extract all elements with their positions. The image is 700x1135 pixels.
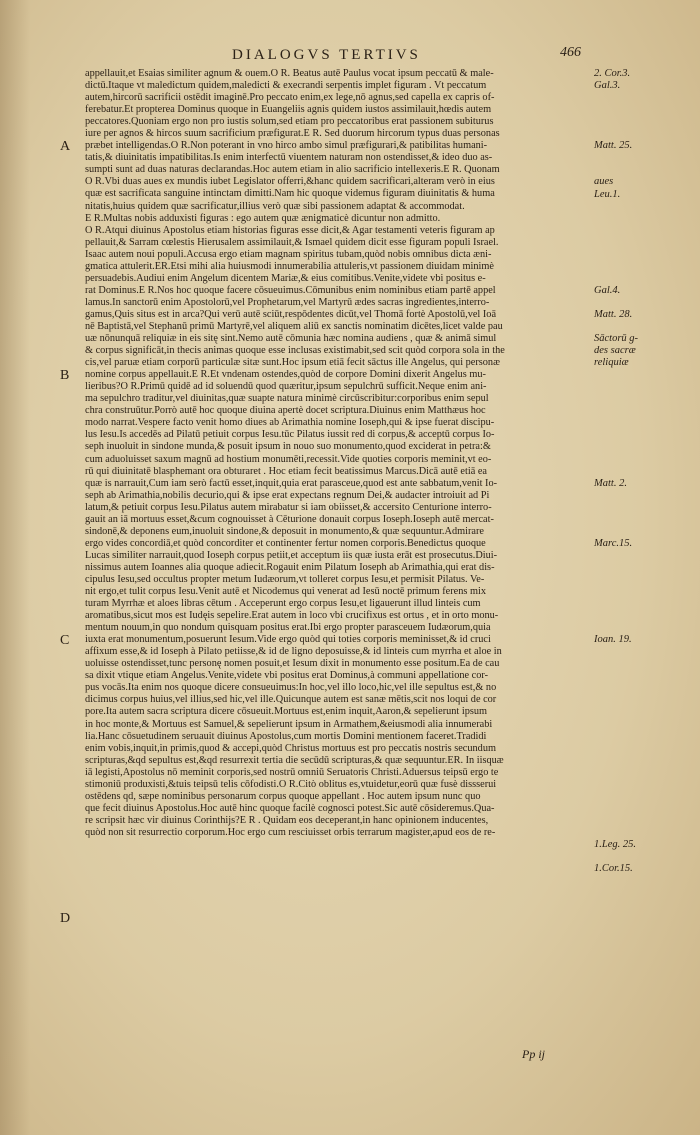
margin-note: Gal.4. bbox=[594, 284, 621, 296]
section-letter: B bbox=[60, 368, 70, 384]
text-line: persuadebis.Audiui enim Angelum dicentem Mariæ,& eius comitibus.Venite,videte vbi positus e- bbox=[85, 272, 486, 284]
text-line: in hoc monte,& Mortuus est Samuel,& sepelierunt ipsum in Armathem,&eiusmodi alia innumerabi bbox=[85, 718, 493, 730]
text-line: ostēdens qd, sæpe nominibus personarum corpus quoque appellant . Hoc autem ipsum nunc quo bbox=[85, 790, 481, 802]
text-line: nissimus autem Ioannes alia quoque adiecit.Rogauit enim Pilatum Ioseph ab Arimathia,qui erat dis- bbox=[85, 561, 495, 573]
text-line: iā legisti,Apostolus nō meminit corporis,sed nostrū omniū Seruatoris Christi.Aduersus teipsū ergo te bbox=[85, 766, 499, 778]
text-line: nit ergo,et tulit corpus Iesu.Venit autē et Nicodemus qui venerat ad Iesū noctē primum ferens mix bbox=[85, 586, 486, 598]
text-line: nomine corpus appellauit.E R.Et vndenam ostendes,quòd de corpore Domini dixerit Angelus mu- bbox=[85, 369, 486, 381]
margin-notes bbox=[594, 0, 694, 1135]
text-line: gmatica attulerit.ER.Etsi mihi alia huiusmodi innumerabilia attuleris,vt passionem diuidam minimè bbox=[85, 260, 494, 272]
margin-note: Marc.15. bbox=[594, 537, 633, 549]
page-number: 466 bbox=[560, 45, 581, 60]
text-line: rū qui diuinitatē blasphemant ora obturaret . Hoc etiam fecit beatissimus Marcus.Dicā autē etiā ea bbox=[85, 465, 488, 477]
text-line: E R.Multas nobis adduxisti figuras : ego autem quæ ænigmaticè dicuntur non admitto. bbox=[85, 212, 441, 224]
text-line: autem,hircorū sacrificii ostēdit imaginē.Pro peccato enim,ex lege,nō agnus,sed capella ex capris of- bbox=[85, 92, 495, 104]
text-line: ma sepulchro traditur,vel diuinitas,quæ suapte natura minimè circūscribitur:corporibus enim sepul bbox=[85, 393, 489, 405]
text-line: peccatores.Quoniam ergo non pro iustis solum,sed etiam pro peccatoribus erat passionem subiturus bbox=[85, 116, 494, 128]
text-line: dicimus corpus huius,vel illius,sed hic,vel ille.Quicunque autem est sanæ mētis,scit nos loqui de cor bbox=[85, 694, 497, 706]
text-line: & corpus significāt,in thecis animas quoque esse inclusas existimabit,sed scit quòd corpora sola in the bbox=[85, 345, 505, 357]
margin-note: Leu.1. bbox=[594, 188, 621, 200]
text-line: nē Baptistā,vel Stephanū primū Martyrē,vel aliquem aliū ex sanctis nominatim dicētes,licet valde pau bbox=[85, 320, 503, 332]
text-line: gauit an iā mortuus esset,&cum cognouisset à Cēturione donauit corpus Ioseph.Ioseph autē mercat- bbox=[85, 513, 494, 525]
text-line: cum aduoluisset saxum magnū ad hostium monumēti,recessit.Vide quoties corporis meminit,vt eo- bbox=[85, 453, 492, 465]
text-line: nitatis,huius quidem quæ sacrificatur,illius verò quæ sibi passionem adaptat & accommodat. bbox=[85, 200, 465, 212]
text-line: stimoniū produxisti,&tuis teipsū telis cōfodisti.O R.Citò oblitus es,vtuidetur,eorū quæ fusè dissserui bbox=[85, 778, 497, 790]
text-line: sindonē,& deponens eum,inuoluit sindone,& deposuit in monumento,& quæ sequuntur.Admirare bbox=[85, 525, 484, 537]
signature-mark: Pp ij bbox=[522, 1047, 545, 1061]
text-line: cis,vel paruæ etiam corporū particulæ sitæ sunt.Hoc ipsum etiā fecit sāctus ille Angelus, qui personæ bbox=[85, 357, 500, 369]
text-line: quòd non sit resurrectio corporum.Hoc ergo cum resciuisset orbis terrarum magister,apud eos de re- bbox=[85, 826, 496, 838]
margin-note: Sāctorū g- bbox=[594, 333, 639, 345]
text-line: gamus,Quis situs est in arca?Qui verū autē sciūt,respōdentes dicūt,vel Thomā fortè Apostolū,vel Ioā bbox=[85, 308, 497, 320]
margin-note: 1.Leg. 25. bbox=[594, 839, 636, 851]
gutter-shadow bbox=[0, 0, 30, 1135]
text-line: O R.Atqui diuinus Apostolus etiam historias figuras esse dicit,& Agar testamenti veteris figuram ap bbox=[85, 224, 495, 236]
text-line: cipulus Iesu,sed occultus propter metum Iudæorum,vt tolleret corpus Iesu,et permisit Pilatus. Ve- bbox=[85, 573, 485, 585]
margin-note: Matt. 25. bbox=[594, 140, 633, 152]
text-line: iuxta erat monumentum,posuerunt Iesum.Vide ergo quòd qui toties corporis meminisset,& id cruci bbox=[85, 634, 491, 646]
text-line: turam Myrrhæ et aloes libras cētum . Acceperunt ergo corpus Iesu,et ligauerunt illud linteis cum bbox=[85, 598, 481, 610]
margin-note: des sacræ bbox=[594, 345, 636, 357]
margin-note: Matt. 2. bbox=[594, 477, 627, 489]
text-line: aromatibus,sicut mos est Iudęis sepelire.Erat autem in loco vbi crucifixus est ortus , et in orto monu- bbox=[85, 610, 499, 622]
text-line: uæ nōnunquā reliquiæ in eis sitę sint.Nemo autē cōmunia hæc nomina audiens , quæ & animā simul bbox=[85, 333, 497, 345]
main-text-block bbox=[85, 68, 591, 839]
text-line: appellauit,et Esaias similiter agnum & ouem.O R. Beatus autē Paulus vocat ipsum peccatū & male- bbox=[85, 68, 494, 79]
margin-note: aues bbox=[594, 176, 614, 188]
text-line: Isaac autem noui populi.Accusa ergo etiam magnam spiritus tubam,quòd nobis omnibus dicta æni- bbox=[85, 248, 492, 260]
text-line: pore.Ita autem sacra scriptura dicere cōsueuit.Mortuus est,enim inquit,Aaron,& sepelierunt ipsum bbox=[85, 706, 488, 718]
text-line: modo narrat.Vespere facto venit homo diues ab Arimathia nomine Ioseph,qui & ipse fuerat discipu- bbox=[85, 417, 495, 429]
text-line: tatis,& diuinitatis impatibilitas.Is enim interfectū viuentem naturam non ostendisset,& ideo duo as- bbox=[85, 152, 493, 164]
text-line: uoluisse ostendisset,tunc personę nomen posuit,et Iesum dixit in monumento esse positum.Ea de cau bbox=[85, 658, 500, 670]
section-letter: C bbox=[60, 633, 70, 649]
text-line: seph inuoluit in sindone munda,& posuit ipsum in nouo suo monumento,quod exciderat in petra:& bbox=[85, 441, 491, 453]
text-line: pus vocās.Ita enim nos quoque dicere consueuimus:In hoc,vel illo loco,hic,vel ille sepultus est,& no bbox=[85, 682, 497, 694]
text-line: dictū.Itaque vt maledictum quidem,maledicti & execrandi serpentis implet figuram . Vt peccatum bbox=[85, 80, 487, 92]
text-line: O R.Vbi duas aues ex mundis iubet Legislator offerri,&hanc quidem sacrificari,alteram verò in eius bbox=[85, 176, 495, 188]
margin-note: 1.Cor.15. bbox=[594, 863, 633, 875]
text-line: lia.Hanc cōsuetudinem seruauit diuinus Apostolus,cum mortis Domini mentionem faceret.Tradidi bbox=[85, 730, 487, 742]
text-line: ferebatur.Et propterea Dominus quoque in Euangeliis agnis quidem iustos assimilauit,hœdis autem bbox=[85, 104, 492, 116]
text-line: seph ab Arimathia,nobilis decurio,qui & ipse erat expectans regnum Dei,& audacter introiuit ad Pi bbox=[85, 489, 490, 501]
margin-note: Ioan. 19. bbox=[594, 634, 632, 646]
text-line: lus Iesu.Is accedēs ad Pilatū petiuit corpus Iesu.tūc Pilatus iussit red di corpus,& acceptū corpus Io- bbox=[85, 429, 495, 441]
text-line: ergo vides concordiā,et quòd concorditer et continenter fertur nomen corporis.Benedictus quoque bbox=[85, 537, 486, 549]
text-line: Lucas similiter narrauit,quod Ioseph corpus petiit,et acceptum iis quæ iusta erāt est prosecutus.Diui- bbox=[85, 549, 498, 561]
text-line: scripturas,&qd sepultus est,&qd resurrexit tertia die secūdū scripturas,& quæ sequuntur.ER. In iisquæ bbox=[85, 754, 504, 766]
running-head: DIALOGVS TERTIVS bbox=[232, 47, 421, 63]
text-line: sumpti sunt ad duas naturas declarandas.Hoc autem etiam in alio sacrificio intellexeris.E R. Quonam bbox=[85, 164, 500, 176]
text-line: quæ is narrauit,Cum iam serò factū esset,inquit,quia erat parasceue,quod est ante sabbatum,venit Io- bbox=[85, 477, 498, 489]
text-line: lieribus?O R.Primū quidē ad id soluendū quod quæritur,ipsum sepulchrū sufficit.Neque enim ani- bbox=[85, 381, 487, 393]
text-line: præbet intelligendas.O R.Non poterant in vno hirco ambo simul præfigurari,& patibilitas humani- bbox=[85, 140, 488, 152]
text-line: chra construūtur.Porrò autē hoc quoque diuina apertè docet scriptura.Diuinus enim Matthæus hoc bbox=[85, 405, 486, 417]
text-line: rat Dominus.E R.Nos hoc quoque facere cōsueuimus.Cōmunibus enim nominibus etiam partē appel bbox=[85, 284, 496, 296]
text-line: latum,& petiuit corpus Iesu.Pilatus autem mirabatur si iam obiisset,& accersito Centurione interro- bbox=[85, 501, 492, 513]
text-line: lamus.In sanctorū enim Apostolorū,vel Prophetarum,vel Martyrū ædes sacras ingredientes,interro- bbox=[85, 296, 490, 308]
margin-note: 2. Cor.3. bbox=[594, 68, 631, 79]
section-letter: A bbox=[60, 139, 71, 155]
text-line: que fecit diuinus Apostolus.Hoc autē hinc quoque facilè cognosci potest.Sic autē cōsideremus.Qua- bbox=[85, 802, 495, 814]
text-line: pellauit,& Sarram cœlestis Hierusalem assimilauit,& Ismael quidem dicit esse figuram populi Israel. bbox=[85, 236, 499, 248]
margin-note: Matt. 28. bbox=[594, 309, 633, 320]
text-line: sa dixit vtique etiam Angelus.Venite,videte vbi positus erat Dominus,à communi appellatione cor- bbox=[85, 670, 489, 682]
text-line: quæ est sacrificata sanguine intinctam dimitti.Nam hic quoque videmus figuram diuinitatis & huma bbox=[85, 188, 495, 200]
text-line: mentum nouum,in quo nondum quisquam positus erat.Ibi ergo propter parasceuem Iudæorum,quia bbox=[85, 622, 491, 634]
margin-note: reliquiæ bbox=[594, 357, 629, 369]
text-line: enim vobis,inquit,in primis,quod & accepi,quòd Christus mortuus est pro peccatis nostris secundum bbox=[85, 742, 496, 754]
text-line: iure per agnos & hircos suum sacrificium præfigurat.E R. Sed duorum hircorum typus duas personas bbox=[85, 128, 500, 140]
section-letter: D bbox=[60, 910, 71, 926]
text-line: re scripsit hæc vir diuinus Corinthijs?E R . Quidam eos deceperant,in hanc opinionem inducentes, bbox=[85, 814, 489, 826]
margin-note: Gal.3. bbox=[594, 80, 621, 92]
text-line: affixum esse,& id Ioseph à Pilato petiisse,& id de ligno deposuisse,& id linteis cum myrrha et aloe in bbox=[85, 646, 502, 658]
